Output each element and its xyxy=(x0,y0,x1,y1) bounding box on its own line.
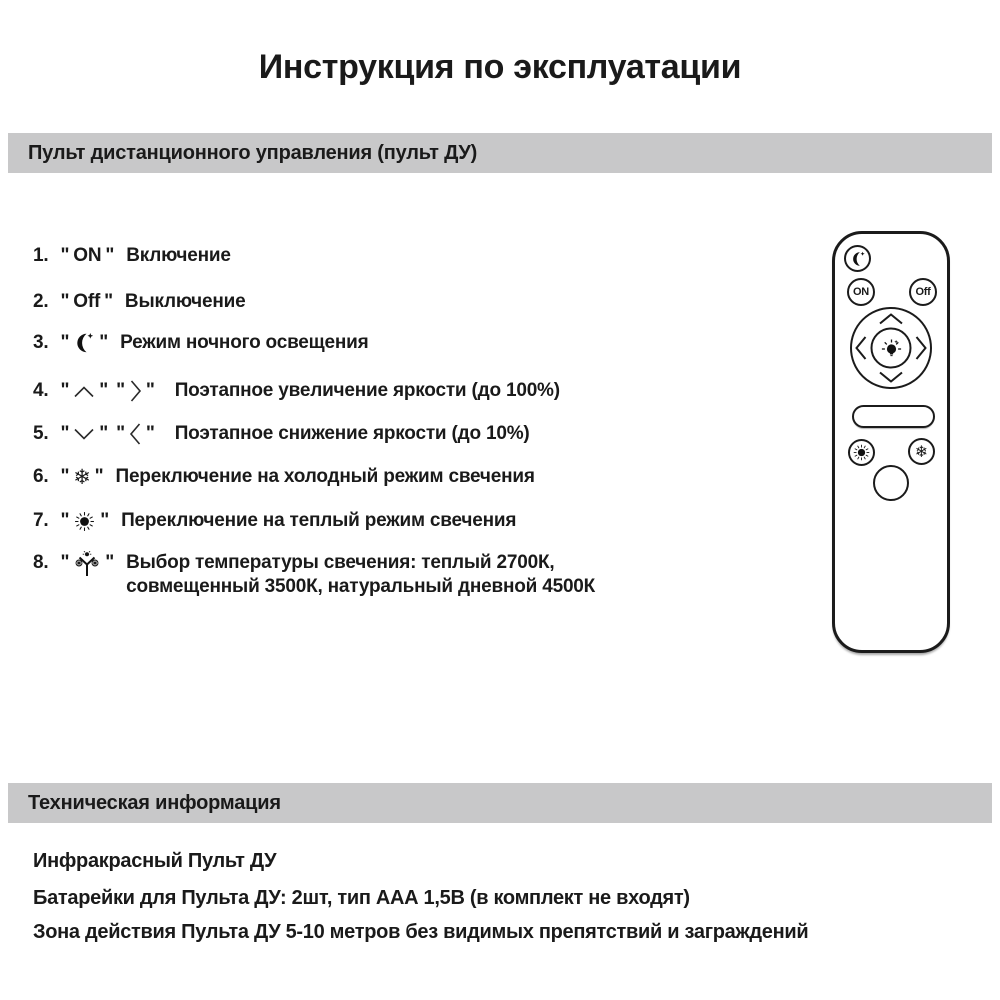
chevron-right-icon xyxy=(915,335,927,361)
sun-icon xyxy=(852,443,871,462)
item-label: Переключение на холодный режим свечения xyxy=(115,466,535,487)
chevron-left-icon xyxy=(855,335,867,361)
light-bulb-icon xyxy=(878,335,904,361)
instruction-item-1 xyxy=(33,244,231,268)
on-button xyxy=(847,278,875,306)
quote-mark: " xyxy=(60,423,70,444)
snowflake-icon: ❄ xyxy=(914,441,929,461)
quote-mark: " xyxy=(94,466,104,487)
tech-info-line-2: Батарейки для Пульта ДУ: 2шт, тип ААА 1,5В (в комплект не входят) xyxy=(33,887,690,909)
remote-control-illustration xyxy=(832,231,950,653)
quote-mark: " xyxy=(116,423,125,444)
item-number: 3. xyxy=(33,332,49,353)
item-number: 6. xyxy=(33,466,49,487)
quote-mark: " xyxy=(99,380,109,401)
crescent-moon-icon xyxy=(73,332,95,354)
item-number: 7. xyxy=(33,510,49,531)
item-label: Переключение на теплый режим свечения xyxy=(121,510,517,531)
chevron-right-icon xyxy=(129,379,142,403)
snowflake-icon: ❄ xyxy=(73,465,91,489)
item-label xyxy=(126,551,595,599)
brightness-dpad xyxy=(850,307,932,389)
quote-mark: " xyxy=(100,510,110,531)
item-label: Поэтапное увеличение яркости (до 100%) xyxy=(174,380,560,401)
quote-mark: " xyxy=(145,380,155,401)
quote-mark: " xyxy=(60,552,70,573)
crescent-moon-icon xyxy=(850,251,866,267)
on-button-label: ON xyxy=(853,286,869,298)
off-button xyxy=(909,278,937,306)
off-button-label: Off xyxy=(915,286,931,298)
button-name-on: ON xyxy=(73,245,102,266)
section-header-remote-label: Пульт дистанционного управления (пульт ДУ) xyxy=(28,141,478,164)
color-temperature-select-icon xyxy=(73,551,101,578)
chevron-left-icon xyxy=(129,422,142,446)
section-header-tech xyxy=(8,783,992,823)
quote-mark: " xyxy=(116,380,125,401)
item-number: 8. xyxy=(33,552,49,573)
quote-mark: " xyxy=(60,291,70,312)
instruction-item-5 xyxy=(33,422,530,446)
quote-mark: " xyxy=(99,332,109,353)
item-number: 1. xyxy=(33,245,49,266)
button-name-off: Off xyxy=(73,291,101,312)
item-label: Поэтапное снижение яркости (до 10%) xyxy=(174,423,530,444)
chevron-up-icon xyxy=(73,385,95,398)
quote-mark: " xyxy=(145,423,155,444)
item-number: 2. xyxy=(33,291,49,312)
quote-mark: " xyxy=(60,466,70,487)
instruction-item-6 xyxy=(33,465,535,489)
quote-mark: " xyxy=(105,245,115,266)
instruction-item-2 xyxy=(33,290,246,314)
instruction-item-4 xyxy=(33,379,560,403)
quote-mark: " xyxy=(99,423,109,444)
chevron-down-icon xyxy=(73,428,95,441)
quote-mark: " xyxy=(105,552,115,573)
quote-mark: " xyxy=(60,510,70,531)
item-label-line-1: Выбор температуры свечения: теплый 2700К, xyxy=(126,552,555,573)
item-label: Включение xyxy=(126,245,231,266)
item-label: Выключение xyxy=(124,291,246,312)
chevron-down-icon xyxy=(878,371,904,383)
instruction-item-7 xyxy=(33,509,516,533)
temperature-select-button xyxy=(873,465,909,501)
cold-mode-button xyxy=(908,438,935,465)
scene-button xyxy=(852,405,935,428)
sun-icon xyxy=(73,510,96,533)
quote-mark: " xyxy=(60,245,70,266)
quote-mark: " xyxy=(60,380,70,401)
night-mode-button xyxy=(844,245,871,272)
light-bulb-button xyxy=(871,328,912,369)
instruction-item-8 xyxy=(33,551,595,599)
section-header-tech-label: Техническая информация xyxy=(28,791,281,814)
item-number: 5. xyxy=(33,423,49,444)
quote-mark: " xyxy=(104,291,113,312)
item-number: 4. xyxy=(33,380,49,401)
item-label: Режим ночного освещения xyxy=(120,332,369,353)
warm-mode-button xyxy=(848,439,875,466)
tech-info-line-1: Инфракрасный Пульт ДУ xyxy=(33,850,277,872)
tech-info-line-3: Зона действия Пульта ДУ 5-10 метров без видимых препятствий и заграждений xyxy=(33,921,809,943)
instruction-item-3 xyxy=(33,331,369,355)
section-header-remote xyxy=(8,133,992,173)
quote-mark: " xyxy=(60,332,70,353)
item-label-line-2: совмещенный 3500К, натуральный дневной 4500К xyxy=(126,576,596,597)
chevron-up-icon xyxy=(878,313,904,325)
page-title: Инструкция по эксплуатации xyxy=(258,48,742,86)
